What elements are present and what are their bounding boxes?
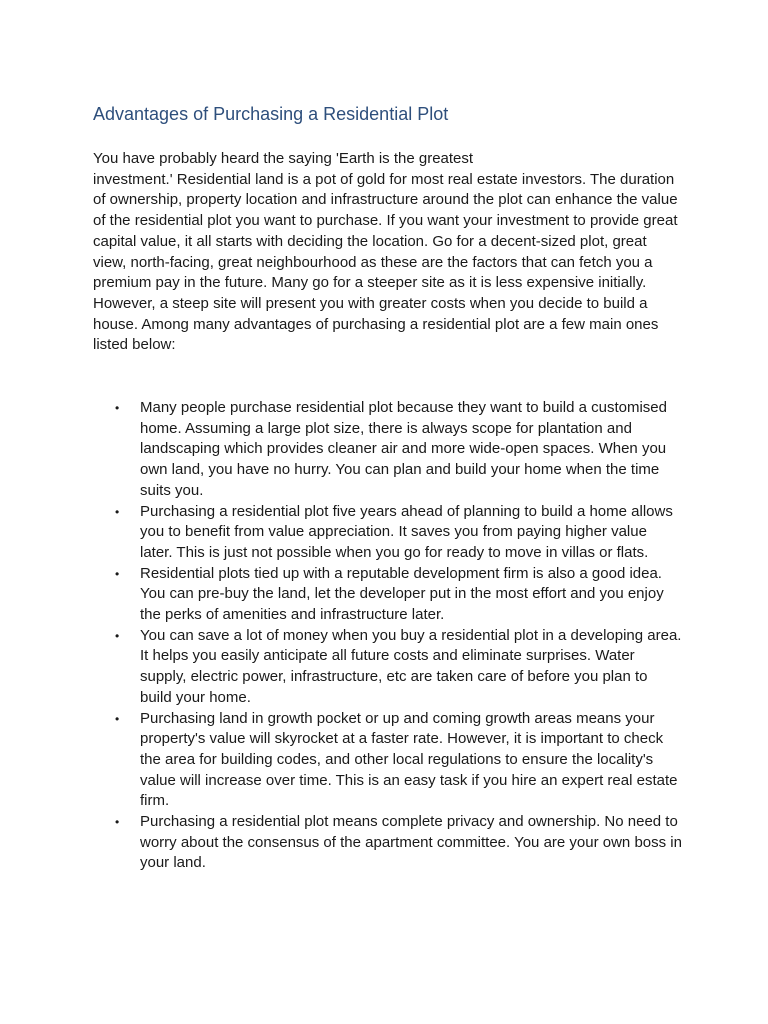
list-item — [93, 398, 683, 502]
list-item — [93, 502, 683, 564]
intro-body: investment.' Residential land is a pot of gold for most real estate investors. The duration of ownership, property location and infrastructure around the plot can enhance the value of the residential plot you want to purchase. If you want your investment to provide great capital value, it all starts with deciding the location. Go for a decent-sized plot, great view, north-facing, great neighbourhood as these are the factors that can fetch you a premium pay in the future. Many go for a steeper site as it is less expensive initially. However, a steep site will present you with greater costs when you decide to build a house. Among many advantages of purchasing a residential plot are a few main ones listed below: — [93, 170, 678, 354]
bullet-icon: • — [115, 401, 120, 415]
bullet-icon: • — [115, 815, 120, 830]
bullet-icon: • — [115, 566, 120, 581]
document-title: Advantages of Purchasing a Residential Plot — [93, 104, 449, 124]
list-item — [93, 626, 683, 709]
list-item-text: You can save a lot of money when you buy a residential plot in a developing area. It helps you easily anticipate all future costs and eliminate surprises. Water supply, electric power, infrastructure, etc are taken care of before you plan to build your home. — [140, 626, 682, 706]
intro-paragraph — [93, 149, 683, 356]
list-item-text: Residential plots tied up with a reputable development firm is also a good idea. You can pre-buy the land, let the developer put in the most effort and you enjoy the perks of amenities and infrastructure later. — [140, 564, 664, 624]
list-item — [93, 709, 683, 813]
bullet-icon: • — [115, 711, 120, 726]
list-item-text: Purchasing land in growth pocket or up and coming growth areas means your property's value will skyrocket at a faster rate. However, it is important to check the area for building codes, and other local regulations to ensure the locality's value will increase over time. This is an easy task if you hire an expert real estate firm. — [140, 709, 678, 810]
list-item — [93, 812, 683, 874]
list-item-text: Purchasing a residential plot means complete privacy and ownership. No need to worry about the consensus of the apartment committee. You are your own boss in your land. — [140, 813, 682, 872]
advantages-list — [93, 398, 683, 874]
intro-first-line: You have probably heard the saying 'Earth is the greatest — [93, 150, 474, 167]
list-item-text: Purchasing a residential plot five years ahead of planning to build a home allows you to benefit from value appreciation. It saves you from paying higher value later. This is just not possible when you go for ready to move in villas or flats. — [140, 502, 673, 561]
bullet-icon: • — [115, 504, 120, 519]
bullet-icon: • — [115, 628, 120, 643]
list-item-text: Many people purchase residential plot because they want to build a customised home. Assuming a large plot size, there is always scope for plantation and landscaping which provides cleaner air and more wide-open spaces. When you own land, you have no hurry. You can plan and build your home when the time suits you. — [140, 399, 667, 499]
list-item — [93, 564, 683, 626]
